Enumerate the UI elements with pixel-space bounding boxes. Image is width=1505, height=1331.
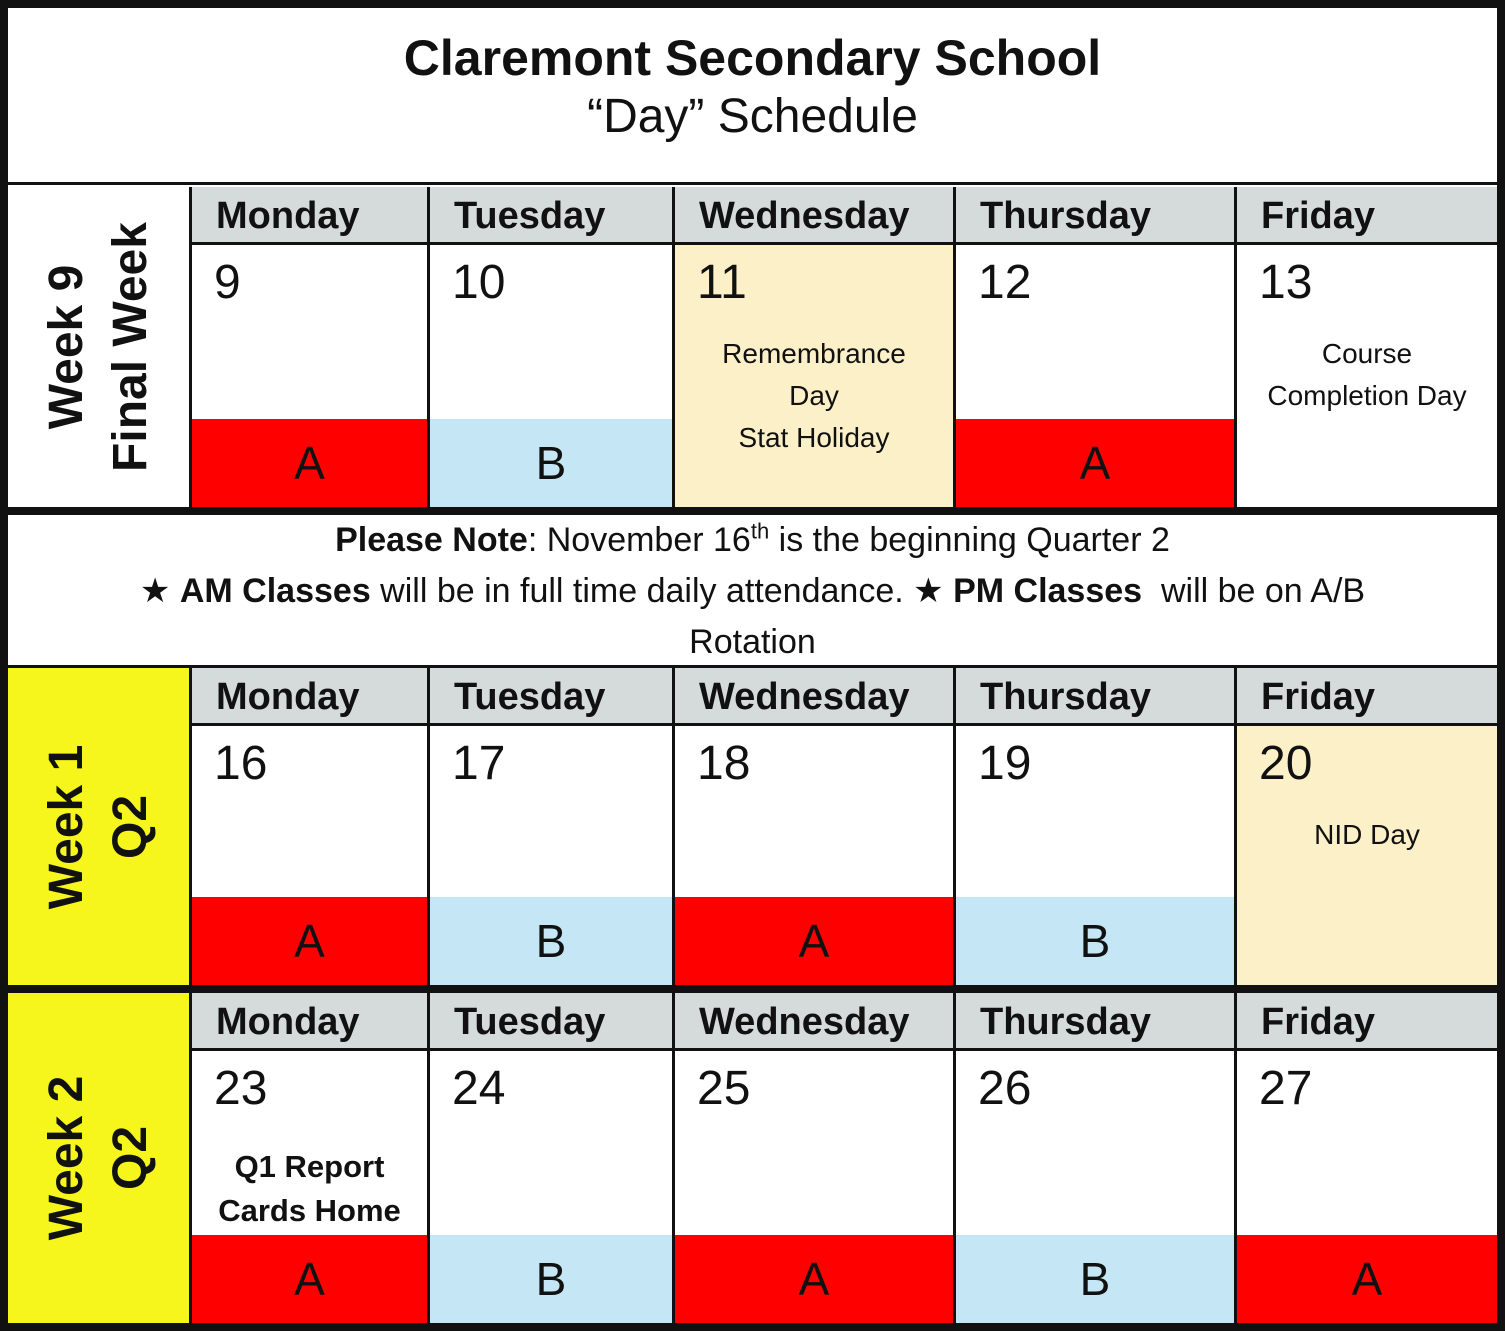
day-note-line: Cards Home (218, 1193, 401, 1228)
day-date: 16 (214, 737, 268, 790)
rotation-day-b: B (956, 1235, 1237, 1323)
day-header: Wednesday (675, 668, 956, 726)
day-note-line: Completion Day (1267, 380, 1467, 411)
week-label (8, 668, 192, 985)
week-label-line: Week 9 (39, 264, 93, 430)
day-note (1237, 333, 1497, 417)
rotation-day-a: A (192, 419, 430, 507)
day-header: Tuesday (430, 187, 675, 245)
week-label-text (35, 744, 163, 909)
week-label-text (35, 1076, 163, 1241)
rotation-day-a: A (1237, 1235, 1497, 1323)
day-cell (1237, 1051, 1497, 1235)
week-label (8, 993, 192, 1323)
rotation-day-a: A (675, 1235, 956, 1323)
day-date: 25 (697, 1062, 751, 1115)
day-header: Monday (192, 187, 430, 245)
day-date: 12 (978, 256, 1032, 309)
rotation-day-b: B (430, 419, 675, 507)
day-header: Wednesday (675, 993, 956, 1051)
week-label-line: Week 1 (39, 744, 93, 909)
day-date: 20 (1259, 737, 1313, 790)
day-note-line: Q1 Report (234, 1149, 385, 1184)
week-block (8, 187, 1497, 507)
day-date: 11 (697, 256, 747, 309)
day-header: Wednesday (675, 187, 956, 245)
day-cell (956, 245, 1237, 419)
day-header: Tuesday (430, 993, 675, 1051)
day-date: 9 (214, 256, 241, 309)
rotation-day-a: A (956, 419, 1237, 507)
schedule-subtitle: “Day” Schedule (587, 90, 918, 143)
week-label-line: Q2 (103, 794, 157, 859)
week-label-line: Final Week (103, 222, 157, 472)
day-header: Friday (1237, 668, 1497, 726)
notice-label: Please Note (335, 521, 528, 559)
pm-classes-text: will be on A/B (1142, 572, 1366, 610)
day-header: Monday (192, 668, 430, 726)
day-cell (192, 1051, 430, 1235)
notice-line-2 (8, 566, 1497, 617)
day-note (1237, 814, 1497, 856)
day-note-line: NID Day (1314, 819, 1420, 850)
day-cell (956, 726, 1237, 897)
day-date: 18 (697, 737, 751, 790)
notice-text: : November 16 (527, 521, 751, 559)
week-label-text (35, 222, 163, 472)
day-note-line: Day (789, 380, 839, 411)
day-date: 10 (452, 256, 506, 309)
day-note (192, 1145, 427, 1233)
day-cell (430, 245, 675, 419)
day-note-line: Remembrance (722, 338, 906, 369)
pm-classes-label: PM Classes (953, 572, 1143, 610)
day-date: 17 (452, 737, 506, 790)
week-label (8, 187, 192, 507)
day-note-line: Course (1321, 338, 1413, 369)
section-divider (0, 985, 1505, 993)
day-cell (675, 1051, 956, 1235)
day-cell (1237, 726, 1497, 985)
day-header: Monday (192, 993, 430, 1051)
day-date: 26 (978, 1062, 1032, 1115)
rotation-day-b: B (956, 897, 1237, 985)
week-block (8, 668, 1497, 985)
notice-line-3: Rotation (689, 623, 816, 661)
day-cell (675, 245, 956, 507)
quarter-notice (8, 515, 1497, 668)
week-label-line: Q2 (103, 1125, 157, 1191)
day-header: Thursday (956, 187, 1237, 245)
day-header: Friday (1237, 993, 1497, 1051)
school-name: Claremont Secondary School (403, 30, 1102, 86)
am-classes-label: AM Classes (179, 572, 371, 610)
day-cell (956, 1051, 1237, 1235)
week-label-line: Week 2 (39, 1075, 93, 1241)
day-header: Friday (1237, 187, 1497, 245)
week-block (8, 993, 1497, 1323)
day-cell (430, 1051, 675, 1235)
section-divider (0, 507, 1505, 515)
am-classes-text: will be in full time daily attendance. (370, 572, 914, 610)
day-note (675, 333, 953, 459)
rotation-day-a: A (192, 1235, 430, 1323)
day-cell (1237, 245, 1497, 507)
day-date: 27 (1259, 1062, 1313, 1115)
day-cell (675, 726, 956, 897)
rotation-day-a: A (675, 897, 956, 985)
day-cell (192, 726, 430, 897)
day-date: 19 (978, 737, 1032, 790)
day-note-line: Stat Holiday (738, 422, 890, 453)
day-cell (192, 245, 430, 419)
rotation-day-b: B (430, 1235, 675, 1323)
day-cell (430, 726, 675, 897)
day-header: Thursday (956, 993, 1237, 1051)
day-header: Thursday (956, 668, 1237, 726)
day-date: 24 (452, 1062, 506, 1115)
rotation-day-b: B (430, 897, 675, 985)
day-header: Tuesday (430, 668, 675, 726)
day-date: 13 (1259, 256, 1313, 309)
notice-text: is the beginning Quarter 2 (769, 521, 1170, 559)
star-icon: ★ (139, 572, 171, 610)
notice-line-1 (8, 515, 1497, 566)
star-icon: ★ (913, 572, 944, 610)
title-area (8, 8, 1497, 185)
rotation-day-a: A (192, 897, 430, 985)
day-date: 23 (214, 1062, 268, 1115)
notice-superscript: th (750, 518, 770, 544)
